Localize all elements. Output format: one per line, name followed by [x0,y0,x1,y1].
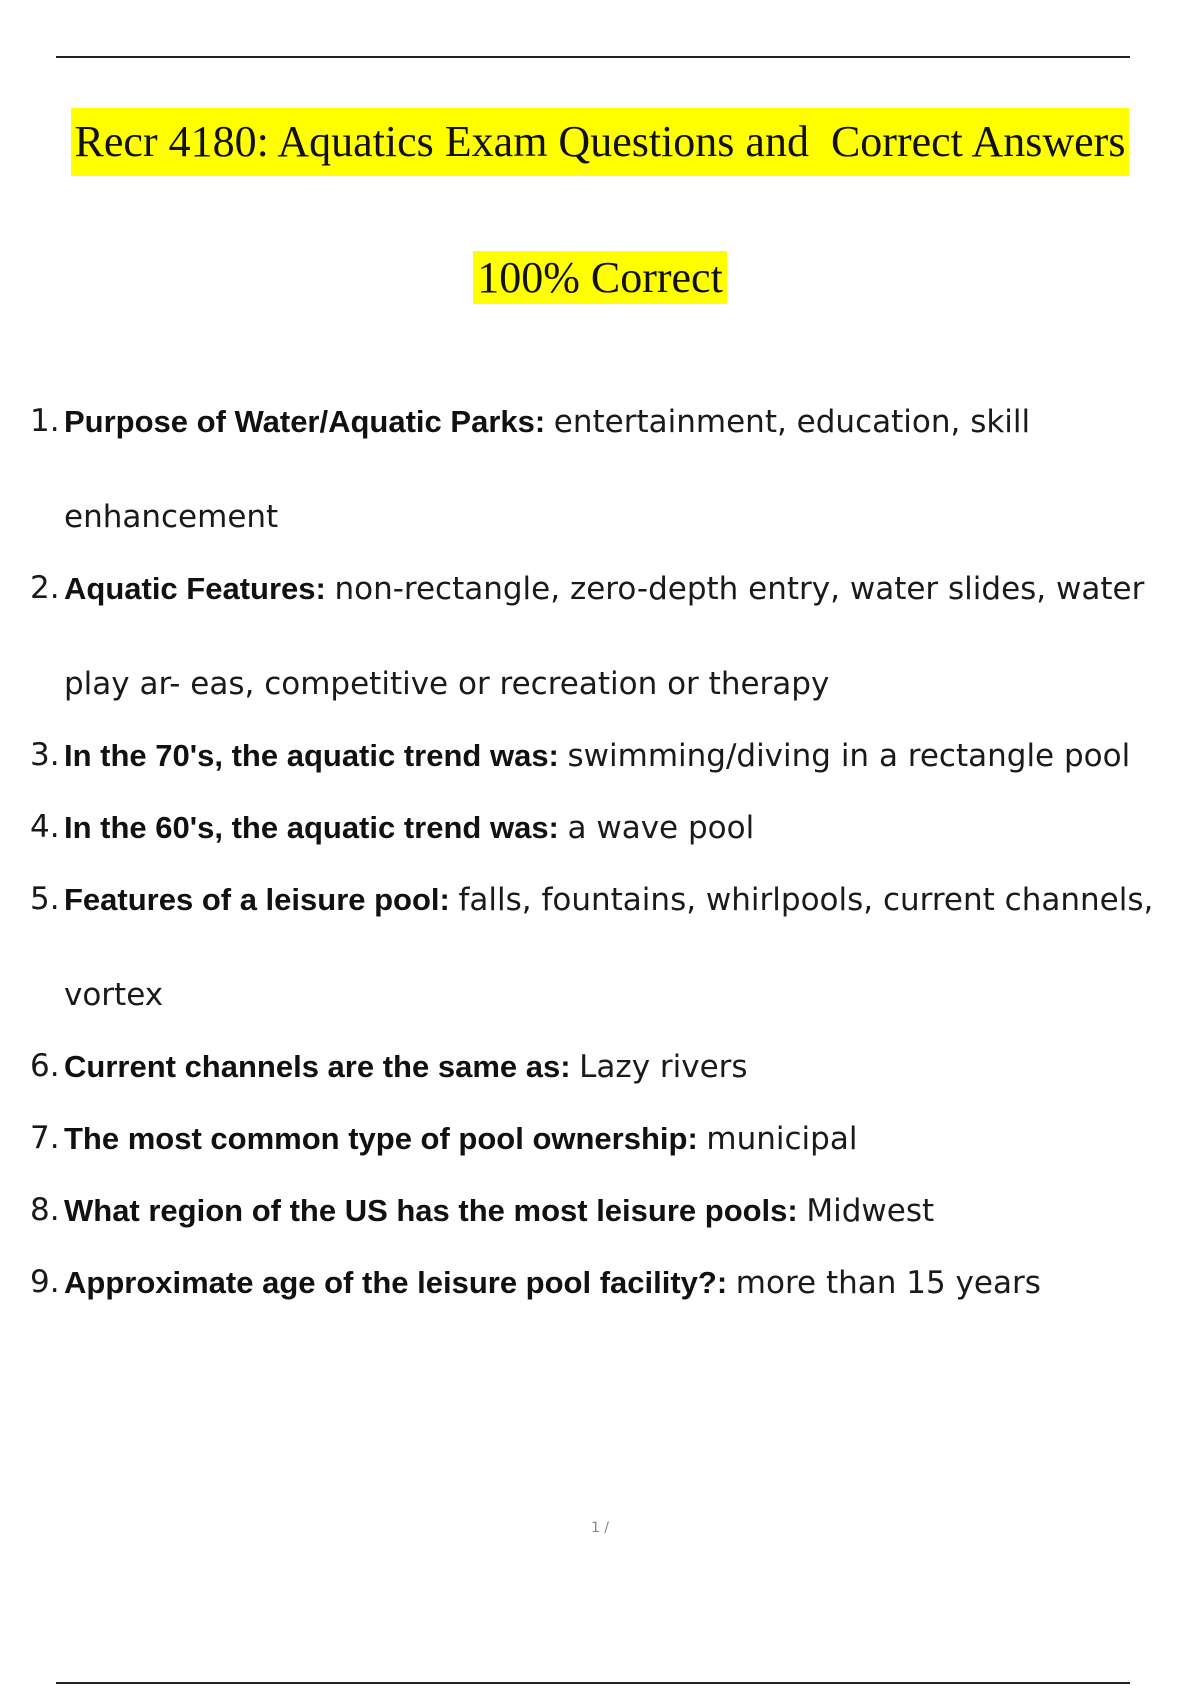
answer-text: Midwest [806,1193,935,1229]
question-text: Purpose of Water/Aquatic Parks: [64,404,554,439]
list-item [30,374,1190,565]
answer-text: more than 15 years [735,1265,1041,1301]
question-text: What region of the US has the most leisure pools: [64,1193,807,1228]
bottom-rule [56,1682,1130,1684]
item-number: 1. [30,403,60,439]
title-highlight: Recr 4180: Aquatics Exam Questions and Correct Answers [71,108,1130,176]
list-item [30,852,1190,1043]
item-number: 9. [30,1264,60,1300]
document-title [0,108,1200,176]
item-number: 7. [30,1120,60,1156]
item-number: 6. [30,1048,60,1084]
item-number: 2. [30,570,60,606]
question-text: Current channels are the same as: [64,1049,580,1084]
answer-text: a wave pool [567,810,755,846]
answer-text: non-rectangle, zero-depth entry, water slides, water play ar- eas, competitive or recreation or therapy [64,571,1145,702]
answer-text: falls, fountains, whirlpools, current channels, vortex [64,882,1154,1013]
question-text: Approximate age of the leisure pool facility?: [64,1265,736,1300]
question-list [30,398,1190,1331]
subtitle-highlight: 100% Correct [473,251,727,304]
question-text: Aquatic Features: [64,571,335,606]
answer-text: Lazy rivers [579,1049,748,1085]
question-text: In the 70's, the aquatic trend was: [64,738,568,773]
item-number: 5. [30,881,60,917]
list-item [30,541,1190,732]
document-subtitle [0,246,1200,310]
top-rule [56,56,1130,58]
item-number: 8. [30,1192,60,1228]
page-number: 1 / [590,1520,610,1536]
answer-text: swimming/diving in a rectangle pool [567,738,1131,774]
item-number: 4. [30,809,60,845]
answer-text: entertainment, education, skill enhancement [64,404,1031,535]
answer-text: municipal [706,1121,858,1157]
question-text: In the 60's, the aquatic trend was: [64,810,568,845]
list-item [30,1235,1190,1331]
question-text: Features of a leisure pool: [64,882,459,917]
item-number: 3. [30,737,60,773]
question-text: The most common type of pool ownership: [64,1121,707,1156]
